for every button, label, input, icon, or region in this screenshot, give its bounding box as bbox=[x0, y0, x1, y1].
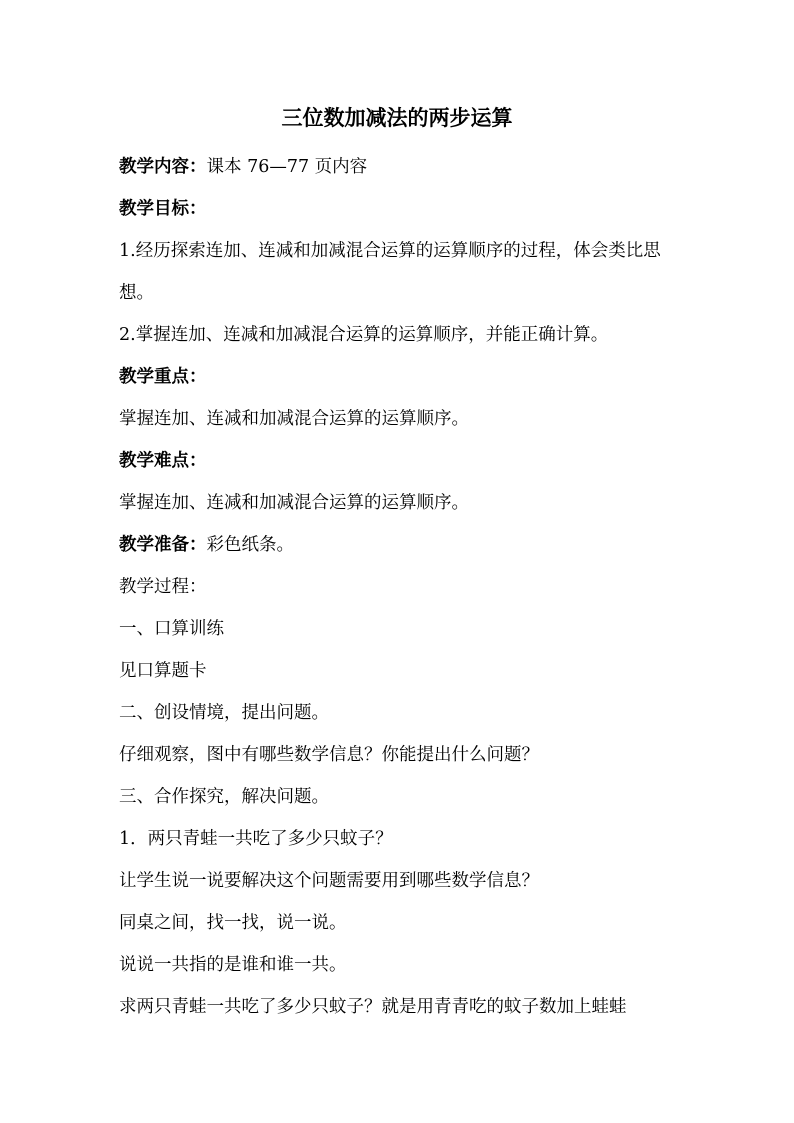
prep-value: 彩色纸条。 bbox=[206, 535, 294, 555]
question-1: 1．两只青蛙一共吃了多少只蚊子？ bbox=[119, 829, 393, 849]
goal-2: 2.掌握连加、连减和加减混合运算的运算顺序，并能正确计算。 bbox=[119, 325, 609, 345]
content-line bbox=[119, 146, 689, 188]
step-4: 求两只青蛙一共吃了多少只蚊子？就是用青青吃的蚊子数加上蛙蛙 bbox=[119, 997, 627, 1017]
step-1: 让学生说一说要解决这个问题需要用到哪些数学信息？ bbox=[119, 871, 539, 891]
difficulty-text: 掌握连加、连减和加减混合运算的运算顺序。 bbox=[119, 493, 469, 513]
section-1-heading: 一、口算训练 bbox=[119, 619, 224, 639]
difficulty-heading: 教学难点： bbox=[119, 451, 207, 471]
goals-heading: 教学目标： bbox=[119, 199, 207, 219]
key-heading: 教学重点： bbox=[119, 367, 207, 387]
document-body bbox=[119, 146, 689, 1028]
process-heading: 教学过程： bbox=[119, 577, 207, 597]
key-text: 掌握连加、连减和加减混合运算的运算顺序。 bbox=[119, 409, 469, 429]
section-2-heading: 二、创设情境，提出问题。 bbox=[119, 703, 329, 723]
prep-label: 教学准备： bbox=[119, 535, 207, 555]
goal-1: 1.经历探索连加、连减和加减混合运算的运算顺序的过程，体会类比思想。 bbox=[119, 241, 661, 303]
step-3: 说说一共指的是谁和谁一共。 bbox=[119, 955, 347, 975]
content-label: 教学内容： bbox=[119, 157, 207, 177]
section-1-text: 见口算题卡 bbox=[119, 661, 207, 681]
document-title: 三位数加减法的两步运算 bbox=[281, 105, 513, 130]
prep-line bbox=[119, 524, 689, 566]
section-2-text: 仔细观察，图中有哪些数学信息？你能提出什么问题？ bbox=[119, 745, 539, 765]
section-3-heading: 三、合作探究，解决问题。 bbox=[119, 787, 329, 807]
step-2: 同桌之间，找一找，说一说。 bbox=[119, 913, 347, 933]
content-value: 课本 76—77 页内容 bbox=[206, 157, 368, 177]
